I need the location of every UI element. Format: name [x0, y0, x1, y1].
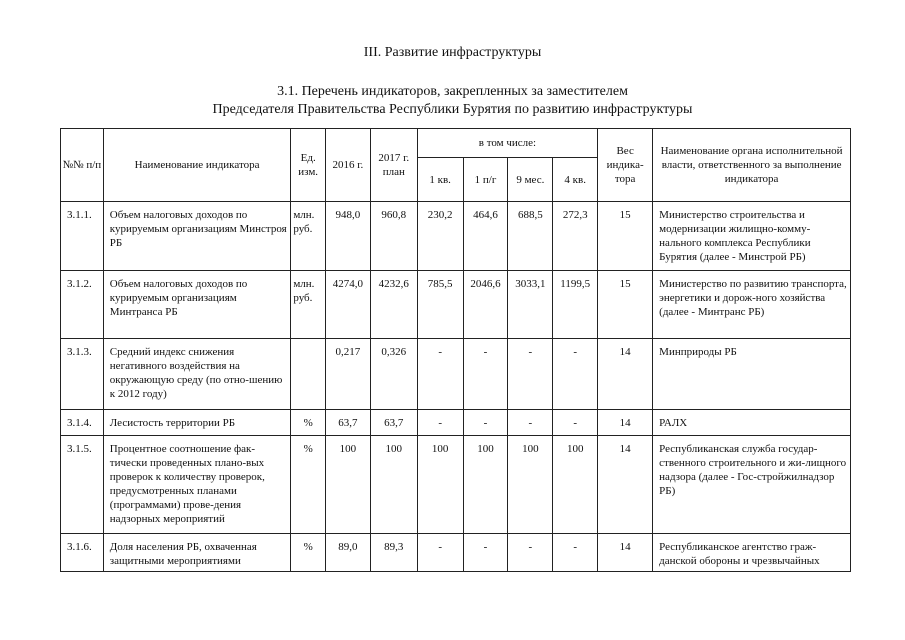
row-2017-plan: 4232,6 [378, 278, 409, 290]
row-q4: 100 [566, 443, 584, 455]
row-h1: - [483, 346, 488, 358]
table-row [61, 339, 851, 410]
row-2016: 4274,0 [332, 278, 364, 290]
row-unit: % [303, 443, 313, 455]
row-2016: 0,217 [335, 346, 361, 358]
row-num: 3.1.4. [67, 417, 92, 429]
row-h1: - [483, 417, 488, 429]
row-2017-plan: 100 [385, 443, 403, 455]
row-weight: 14 [619, 443, 631, 455]
row-q4: 272,3 [562, 209, 588, 221]
row-2016: 100 [339, 443, 357, 455]
row-unit [291, 339, 325, 345]
row-indicator-name: Лесистость территории РБ [109, 417, 236, 429]
row-unit: % [303, 417, 313, 429]
row-weight: 14 [619, 417, 631, 429]
header-including: в том числе: [417, 129, 597, 158]
row-organization: Минприроды РБ [659, 346, 737, 358]
row-9m: - [528, 541, 533, 553]
row-9m: 688,5 [517, 209, 543, 221]
header-weight: Вес индика-тора [598, 129, 653, 202]
row-indicator-name: Объем налоговых доходов по курируемым организациям Минтранса РБ [109, 278, 248, 318]
row-q1: 785,5 [427, 278, 453, 290]
row-2017-plan: 0,326 [381, 346, 407, 358]
row-2016: 63,7 [338, 417, 358, 429]
row-q1: - [438, 541, 442, 553]
row-q1: - [438, 417, 442, 429]
row-num: 3.1.1. [67, 209, 92, 221]
table-caption-line2: Председателя Правительства Республики Бурятия по развитию инфраструктуры [212, 102, 693, 117]
row-organization: РАЛХ [659, 417, 688, 429]
row-h1: 2046,6 [470, 278, 501, 290]
row-2016: 948,0 [335, 209, 361, 221]
row-num: 3.1.5. [67, 443, 92, 455]
row-num: 3.1.2. [67, 278, 92, 290]
row-weight: 14 [619, 346, 631, 358]
table-row [61, 436, 851, 534]
row-q4: - [573, 541, 578, 553]
row-organization: Министерство строительства и модернизации жилищно-комму-нального комплекса Республики Бурятия (далее - Минстрой РБ) [659, 209, 811, 263]
row-unit: млн. руб. [293, 278, 315, 304]
row-q4: - [573, 346, 578, 358]
row-weight: 15 [619, 209, 631, 221]
row-q1: - [438, 346, 442, 358]
header-9m: 9 мес. [508, 158, 553, 202]
header-num: №№ п/п [61, 129, 104, 202]
header-org: Наименование органа исполнительной власти, ответственного за выполнение индикатора [653, 129, 851, 202]
row-unit: % [303, 541, 313, 553]
row-indicator-name: Доля населения РБ, охваченная защитными мероприятиями [109, 541, 257, 567]
row-weight: 14 [619, 541, 631, 553]
row-2017-plan: 960,8 [381, 209, 407, 221]
table-row [61, 534, 851, 572]
row-organization: Республиканское агентство граж-данской обороны и чрезвычайных [659, 541, 820, 567]
row-9m: - [528, 417, 533, 429]
row-indicator-name: Объем налоговых доходов по курируемым организациям Минстроя РБ [109, 209, 287, 249]
table-row [61, 271, 851, 339]
row-organization: Республиканская служба государ-ственного строительного и жи-лищного надзора (далее - Гос-стройжилнадзор РБ) [659, 443, 847, 497]
header-h1: 1 п/г [463, 158, 508, 202]
row-2016: 89,0 [338, 541, 358, 553]
row-num: 3.1.6. [67, 541, 92, 553]
row-2017-plan: 63,7 [384, 417, 404, 429]
row-indicator-name: Процентное соотношение фак-тически проведенных плано-вых проверок к количеству проверок, предусмотренных планами (программами) прове-дения надзорных мероприятий [109, 443, 265, 525]
row-h1: 464,6 [473, 209, 498, 221]
row-num: 3.1.3. [67, 346, 92, 358]
row-q4: - [573, 417, 578, 429]
row-2017-plan: 89,3 [384, 541, 404, 553]
row-unit: млн. руб. [293, 209, 315, 235]
row-indicator-name: Средний индекс снижения негативного воздействия на окружающую среду (по отно-шению к 2012 году) [109, 346, 283, 400]
section-title: III. Развитие инфраструктуры [363, 45, 542, 60]
indicators-table [60, 128, 851, 572]
header-unit: Ед. изм. [291, 129, 326, 202]
table-row [61, 202, 851, 271]
row-9m: - [528, 346, 533, 358]
header-name: Наименование индикатора [103, 129, 291, 202]
row-q1: 100 [431, 443, 449, 455]
header-2017-plan: 2017 г. план [370, 129, 417, 202]
table-caption-line1: 3.1. Перечень индикаторов, закрепленных за заместителем [277, 84, 628, 99]
row-weight: 15 [619, 278, 631, 290]
header-q4: 4 кв. [553, 158, 598, 202]
row-h1: - [483, 541, 488, 553]
row-9m: 100 [522, 443, 539, 455]
row-q1: 230,2 [427, 209, 453, 221]
row-organization: Министерство по развитию транспорта, энергетики и дорож-ного хозяйства (далее - Минтранс РБ) [659, 278, 847, 318]
header-q1: 1 кв. [417, 158, 463, 202]
row-h1: 100 [477, 443, 494, 455]
header-2016: 2016 г. [326, 129, 371, 202]
row-9m: 3033,1 [515, 278, 546, 290]
row-q4: 1199,5 [560, 278, 591, 290]
table-row [61, 410, 851, 436]
